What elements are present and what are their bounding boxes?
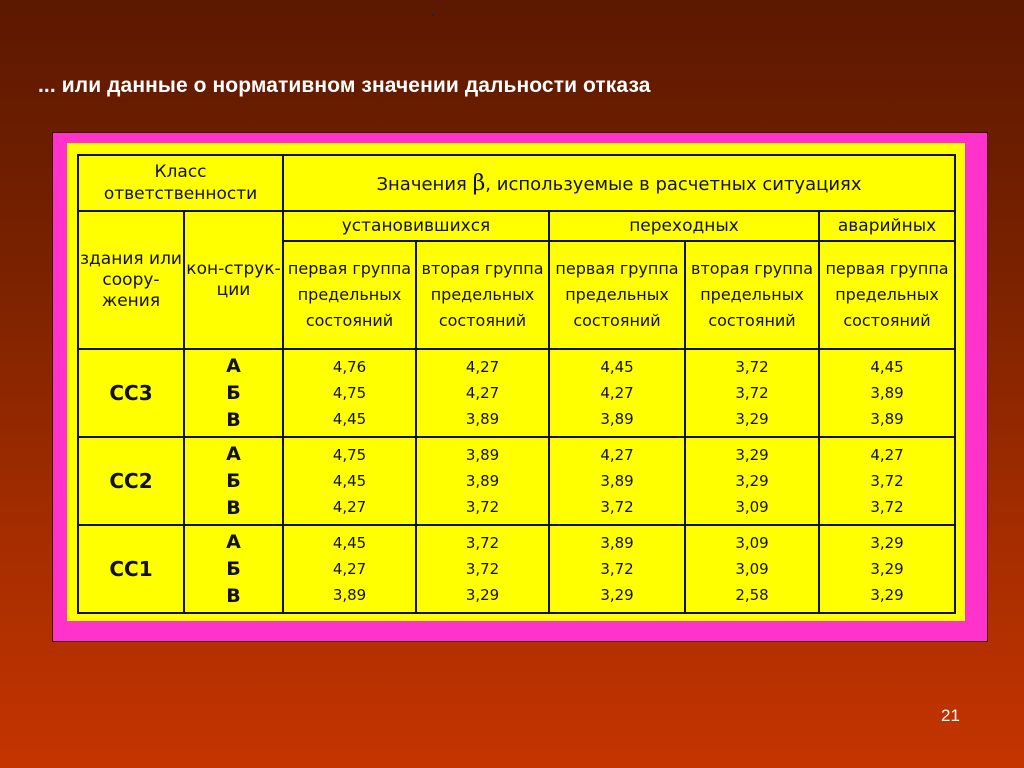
header-class-label: Класс ответственности	[103, 162, 258, 204]
value-cell	[283, 525, 416, 613]
value-cell	[685, 349, 819, 437]
table-row	[78, 437, 955, 525]
value-cell	[819, 349, 955, 437]
table-row	[78, 349, 955, 437]
beta-value: 4,27	[332, 560, 367, 578]
table-body	[78, 349, 955, 613]
page-number: 21	[941, 706, 960, 725]
beta-value: 3,29	[735, 410, 769, 428]
beta-value: 3,09	[735, 534, 769, 552]
beta-value: 3,29	[870, 586, 904, 604]
category-label: В	[226, 496, 241, 519]
beta-value: 4,27	[465, 384, 500, 402]
beta-value: 3,72	[600, 560, 634, 578]
beta-value: 3,72	[600, 498, 634, 516]
category-label: А	[226, 530, 241, 553]
value-cell	[685, 525, 819, 613]
category-label: А	[226, 354, 241, 377]
beta-value: 3,09	[735, 560, 769, 578]
header-steady: установившихся	[283, 211, 549, 241]
header-constructions-label: кон-струк-ции	[186, 259, 281, 300]
beta-value: 3,89	[870, 384, 904, 402]
category-cell	[184, 437, 283, 525]
beta-value: 4,27	[465, 358, 500, 376]
beta-value: 4,27	[332, 498, 367, 516]
beta-value: 3,29	[870, 534, 904, 552]
beta-value: 3,89	[600, 534, 634, 552]
header-constructions-cell	[184, 211, 283, 349]
header-values-prefix: Значения	[376, 173, 467, 195]
beta-value: 2,58	[735, 586, 769, 604]
beta-value: 3,89	[600, 472, 634, 490]
category-label: В	[226, 584, 241, 607]
beta-value: 4,76	[332, 358, 367, 376]
category-label: А	[226, 442, 241, 465]
beta-value: 3,89	[465, 410, 500, 428]
beta-value: 3,29	[600, 586, 634, 604]
table-background	[67, 143, 965, 621]
category-label: Б	[226, 469, 241, 492]
beta-value: 3,89	[870, 410, 904, 428]
beta-value: 3,09	[735, 498, 769, 516]
value-cell	[685, 437, 819, 525]
beta-value: 3,72	[870, 498, 904, 516]
value-cell	[283, 349, 416, 437]
slide-title: ... или данные о нормативном значении дальности отказа	[38, 74, 651, 97]
value-cell	[416, 525, 549, 613]
header-values-suffix: , используемые в расчетных ситуациях	[485, 173, 862, 195]
class-cell: СС2	[78, 437, 184, 525]
beta-value: 4,45	[332, 472, 367, 490]
beta-value: 3,72	[870, 472, 904, 490]
beta-value: 4,75	[332, 384, 367, 402]
value-cell	[549, 437, 685, 525]
value-cell	[416, 349, 549, 437]
beta-value: 4,27	[600, 384, 634, 402]
category-label: Б	[226, 381, 241, 404]
value-cell	[819, 525, 955, 613]
table-row	[78, 525, 955, 613]
beta-value: 3,72	[735, 358, 769, 376]
beta-value: 4,27	[870, 446, 904, 464]
beta-value: 3,29	[465, 586, 500, 604]
value-cell	[819, 437, 955, 525]
beta-value: 4,45	[332, 410, 367, 428]
category-label: В	[226, 408, 241, 431]
class-cell: СС1	[78, 525, 184, 613]
header-steady-second: вторая группа предельных состояний	[416, 241, 549, 349]
beta-value: 4,45	[332, 534, 367, 552]
header-buildings-label: здания или соору-жения	[80, 248, 182, 311]
value-cell	[549, 349, 685, 437]
beta-value: 3,72	[735, 384, 769, 402]
beta-value: 3,89	[465, 446, 500, 464]
value-cell	[549, 525, 685, 613]
header-steady-first: первая группа предельных состояний	[283, 241, 416, 349]
beta-value: 3,72	[465, 534, 500, 552]
beta-value: 3,89	[465, 472, 500, 490]
beta-value: 3,72	[465, 498, 500, 516]
beta-values-table	[77, 154, 956, 614]
category-cell	[184, 525, 283, 613]
value-cell	[283, 437, 416, 525]
beta-value: 3,29	[735, 472, 769, 490]
header-buildings-cell	[78, 211, 184, 349]
beta-value: 4,27	[600, 446, 634, 464]
header-emergency: аварийных	[819, 211, 955, 241]
header-values-cell	[283, 155, 955, 211]
beta-value: 4,45	[870, 358, 904, 376]
beta-value: 3,89	[600, 410, 634, 428]
header-class-cell	[78, 155, 283, 211]
class-cell: СС3	[78, 349, 184, 437]
category-label: Б	[226, 557, 241, 580]
decorative-dot	[432, 14, 434, 16]
beta-value: 4,75	[332, 446, 367, 464]
beta-value: 3,29	[870, 560, 904, 578]
table-frame	[52, 132, 988, 642]
beta-value: 4,45	[600, 358, 634, 376]
beta-value: 3,89	[332, 586, 367, 604]
beta-value: 3,29	[735, 446, 769, 464]
beta-value: 3,72	[465, 560, 500, 578]
beta-symbol: β	[472, 170, 486, 196]
category-cell	[184, 349, 283, 437]
header-transitional: переходных	[549, 211, 819, 241]
header-transitional-second: вторая группа предельных состояний	[685, 241, 819, 349]
header-emergency-first: первая группа предельных состояний	[819, 241, 955, 349]
header-transitional-first: первая группа предельных состояний	[549, 241, 685, 349]
value-cell	[416, 437, 549, 525]
